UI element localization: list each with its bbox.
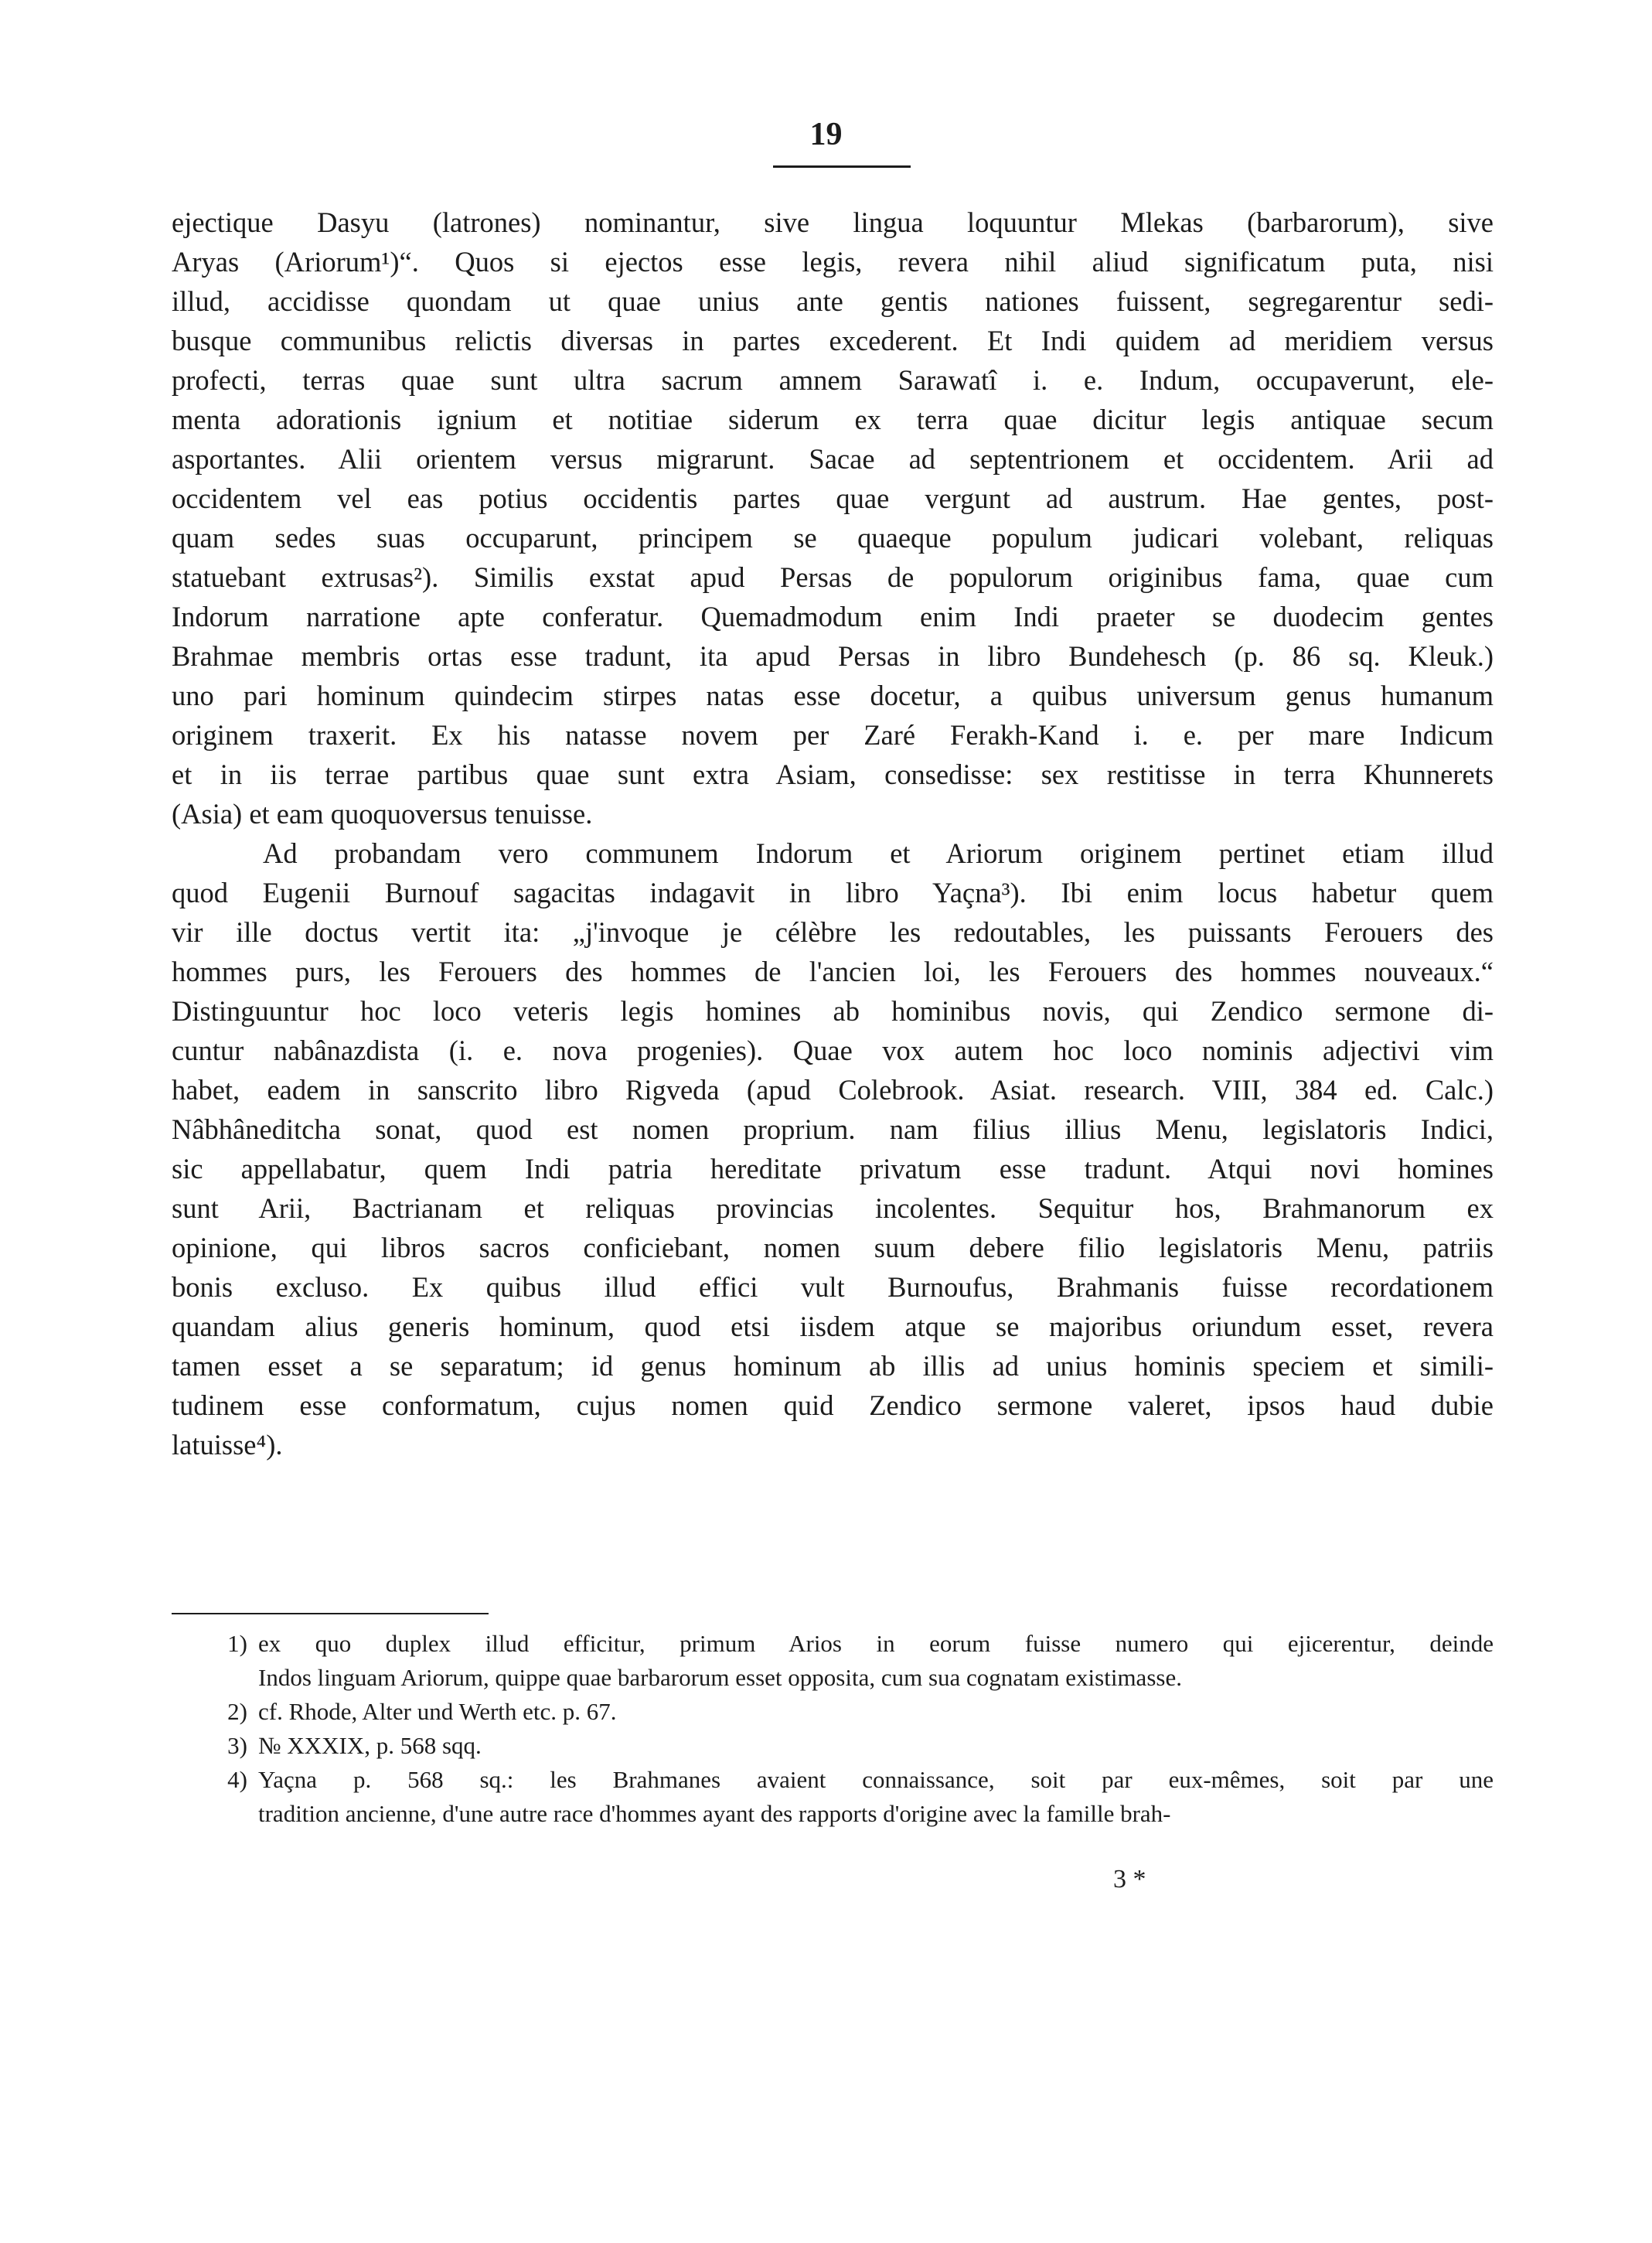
body-text bbox=[172, 203, 1494, 1464]
footnote-mark bbox=[172, 1797, 258, 1831]
text-line: cuntur nabânazdista (i. e. nova progenies). Quae vox autem hoc loco nominis adjectivi vim bbox=[172, 1035, 1494, 1066]
footnote-text: ex quo duplex illud efficitur, primum Arios in eorum fuisse numero qui ejicerentur, deinde bbox=[258, 1630, 1494, 1657]
text-line: et in iis terrae partibus quae sunt extra Asiam, consedisse: sex restitisse in terra Khunnerets bbox=[172, 758, 1494, 790]
text-line: asportantes. Alii orientem versus migrarunt. Sacae ad septentrionem et occidentem. Arii ad bbox=[172, 443, 1494, 475]
text-line: uno pari hominum quindecim stirpes natas esse docetur, a quibus universum genus humanum bbox=[172, 680, 1494, 711]
footnote-mark bbox=[172, 1661, 258, 1695]
text-line: Indorum narratione apte conferatur. Quemadmodum enim Indi praeter se duodecim gentes bbox=[172, 601, 1494, 632]
text-line: sunt Arii, Bactrianam et reliquas provincias incolentes. Sequitur hos, Brahmanorum ex bbox=[172, 1192, 1494, 1224]
footnote-mark: 2) bbox=[227, 1698, 247, 1725]
signature-mark: 3 * bbox=[1113, 1865, 1146, 1894]
footnote-line bbox=[172, 1661, 1494, 1695]
text-line: latuisse⁴). bbox=[172, 1429, 283, 1461]
text-line: illud, accidisse quondam ut quae unius ante gentis nationes fuissent, segregarentur sedi- bbox=[172, 285, 1494, 317]
text-line: quam sedes suas occuparunt, principem se quaeque populum judicari volebant, reliquas bbox=[172, 522, 1494, 554]
footnote-mark: 3) bbox=[227, 1732, 247, 1759]
footnote-rule bbox=[172, 1613, 489, 1614]
text-line: statuebant extrusas²). Similis exstat apud Persas de populorum originibus fama, quae cum bbox=[172, 561, 1494, 593]
footnote-text: cf. Rhode, Alter und Werth etc. p. 67. bbox=[258, 1698, 617, 1725]
text-line: busque communibus relictis diversas in partes excederent. Et Indi quidem ad meridiem versus bbox=[172, 325, 1494, 356]
footnote-text: № XXXIX, p. 568 sqq. bbox=[258, 1732, 482, 1759]
footnote-line bbox=[172, 1763, 1494, 1797]
text-line: habet, eadem in sanscrito libro Rigveda (apud Colebrook. Asiat. research. VIII, 384 ed. Calc.) bbox=[172, 1074, 1494, 1106]
text-line: opinione, qui libros sacros conficiebant, nomen suum debere filio legislatoris Menu, patriis bbox=[172, 1232, 1494, 1263]
text-line: Ad probandam vero communem Indorum et Ariorum originem pertinet etiam illud bbox=[263, 837, 1494, 869]
footnote-text: tradition ancienne, d'une autre race d'hommes ayant des rapports d'origine avec la famille brah- bbox=[258, 1800, 1171, 1827]
text-line: hommes purs, les Ferouers des hommes de l'ancien loi, les Ferouers des hommes nouveaux.“ bbox=[172, 956, 1494, 987]
text-line: Nâbhâneditcha sonat, quod est nomen proprium. nam filius illius Menu, legislatoris Indici, bbox=[172, 1113, 1494, 1145]
text-line: quandam alius generis hominum, quod etsi iisdem atque se majoribus oriundum esset, revera bbox=[172, 1311, 1494, 1342]
footnote-text: Indos linguam Ariorum, quippe quae barbarorum esset opposita, cum sua cognatam existimasse. bbox=[258, 1664, 1182, 1691]
text-line: Brahmae membris ortas esse tradunt, ita apud Persas in libro Bundehesch (p. 86 sq. Kleuk.) bbox=[172, 640, 1494, 672]
text-line: bonis excluso. Ex quibus illud effici vult Burnoufus, Brahmanis fuisse recordationem bbox=[172, 1271, 1494, 1303]
footnote-line bbox=[172, 1729, 1494, 1763]
text-line: vir ille doctus vertit ita: „j'invoque je célèbre les redoutables, les puissants Ferouers des bbox=[172, 916, 1494, 948]
footnote-text: Yaçna p. 568 sq.: les Brahmanes avaient connaissance, soit par eux-mêmes, soit par une bbox=[258, 1766, 1494, 1793]
footnote-line bbox=[172, 1627, 1494, 1661]
text-line: quod Eugenii Burnouf sagacitas indagavit in libro Yaçna³). Ibi enim locus habetur quem bbox=[172, 877, 1494, 908]
text-line: originem traxerit. Ex his natasse novem per Zaré Ferakh-Kand i. e. per mare Indicum bbox=[172, 719, 1494, 751]
footnote-line bbox=[172, 1695, 1494, 1729]
text-line: Aryas (Ariorum¹)“. Quos si ejectos esse legis, revera nihil aliud significatum puta, nisi bbox=[172, 246, 1494, 278]
text-line: profecti, terras quae sunt ultra sacrum amnem Sarawatî i. e. Indum, occupaverunt, ele- bbox=[172, 364, 1494, 396]
text-line: Distinguuntur hoc loco veteris legis homines ab hominibus novis, qui Zendico sermone di- bbox=[172, 995, 1494, 1027]
text-line: tudinem esse conformatum, cujus nomen quid Zendico sermone valeret, ipsos haud dubie bbox=[172, 1389, 1494, 1421]
text-line: ejectique Dasyu (latrones) nominantur, sive lingua loquuntur Mlekas (barbarorum), sive bbox=[172, 206, 1494, 238]
footnote-mark: 4) bbox=[227, 1766, 247, 1793]
text-line: occidentem vel eas potius occidentis partes quae vergunt ad austrum. Hae gentes, post- bbox=[172, 482, 1494, 514]
text-line: sic appellabatur, quem Indi patria hereditate privatum esse tradunt. Atqui novi homines bbox=[172, 1153, 1494, 1185]
header-rule bbox=[773, 165, 911, 168]
footnotes bbox=[172, 1627, 1494, 1831]
text-line: tamen esset a se separatum; id genus hominum ab illis ad unius hominis speciem et simili- bbox=[172, 1350, 1494, 1382]
text-line: menta adorationis ignium et notitiae siderum ex terra quae dicitur legis antiquae secum bbox=[172, 404, 1494, 435]
footnote-mark: 1) bbox=[227, 1630, 247, 1657]
text-line: (Asia) et eam quoquoversus tenuisse. bbox=[172, 798, 593, 830]
page-number: 19 bbox=[809, 117, 843, 152]
footnote-line bbox=[172, 1797, 1494, 1831]
